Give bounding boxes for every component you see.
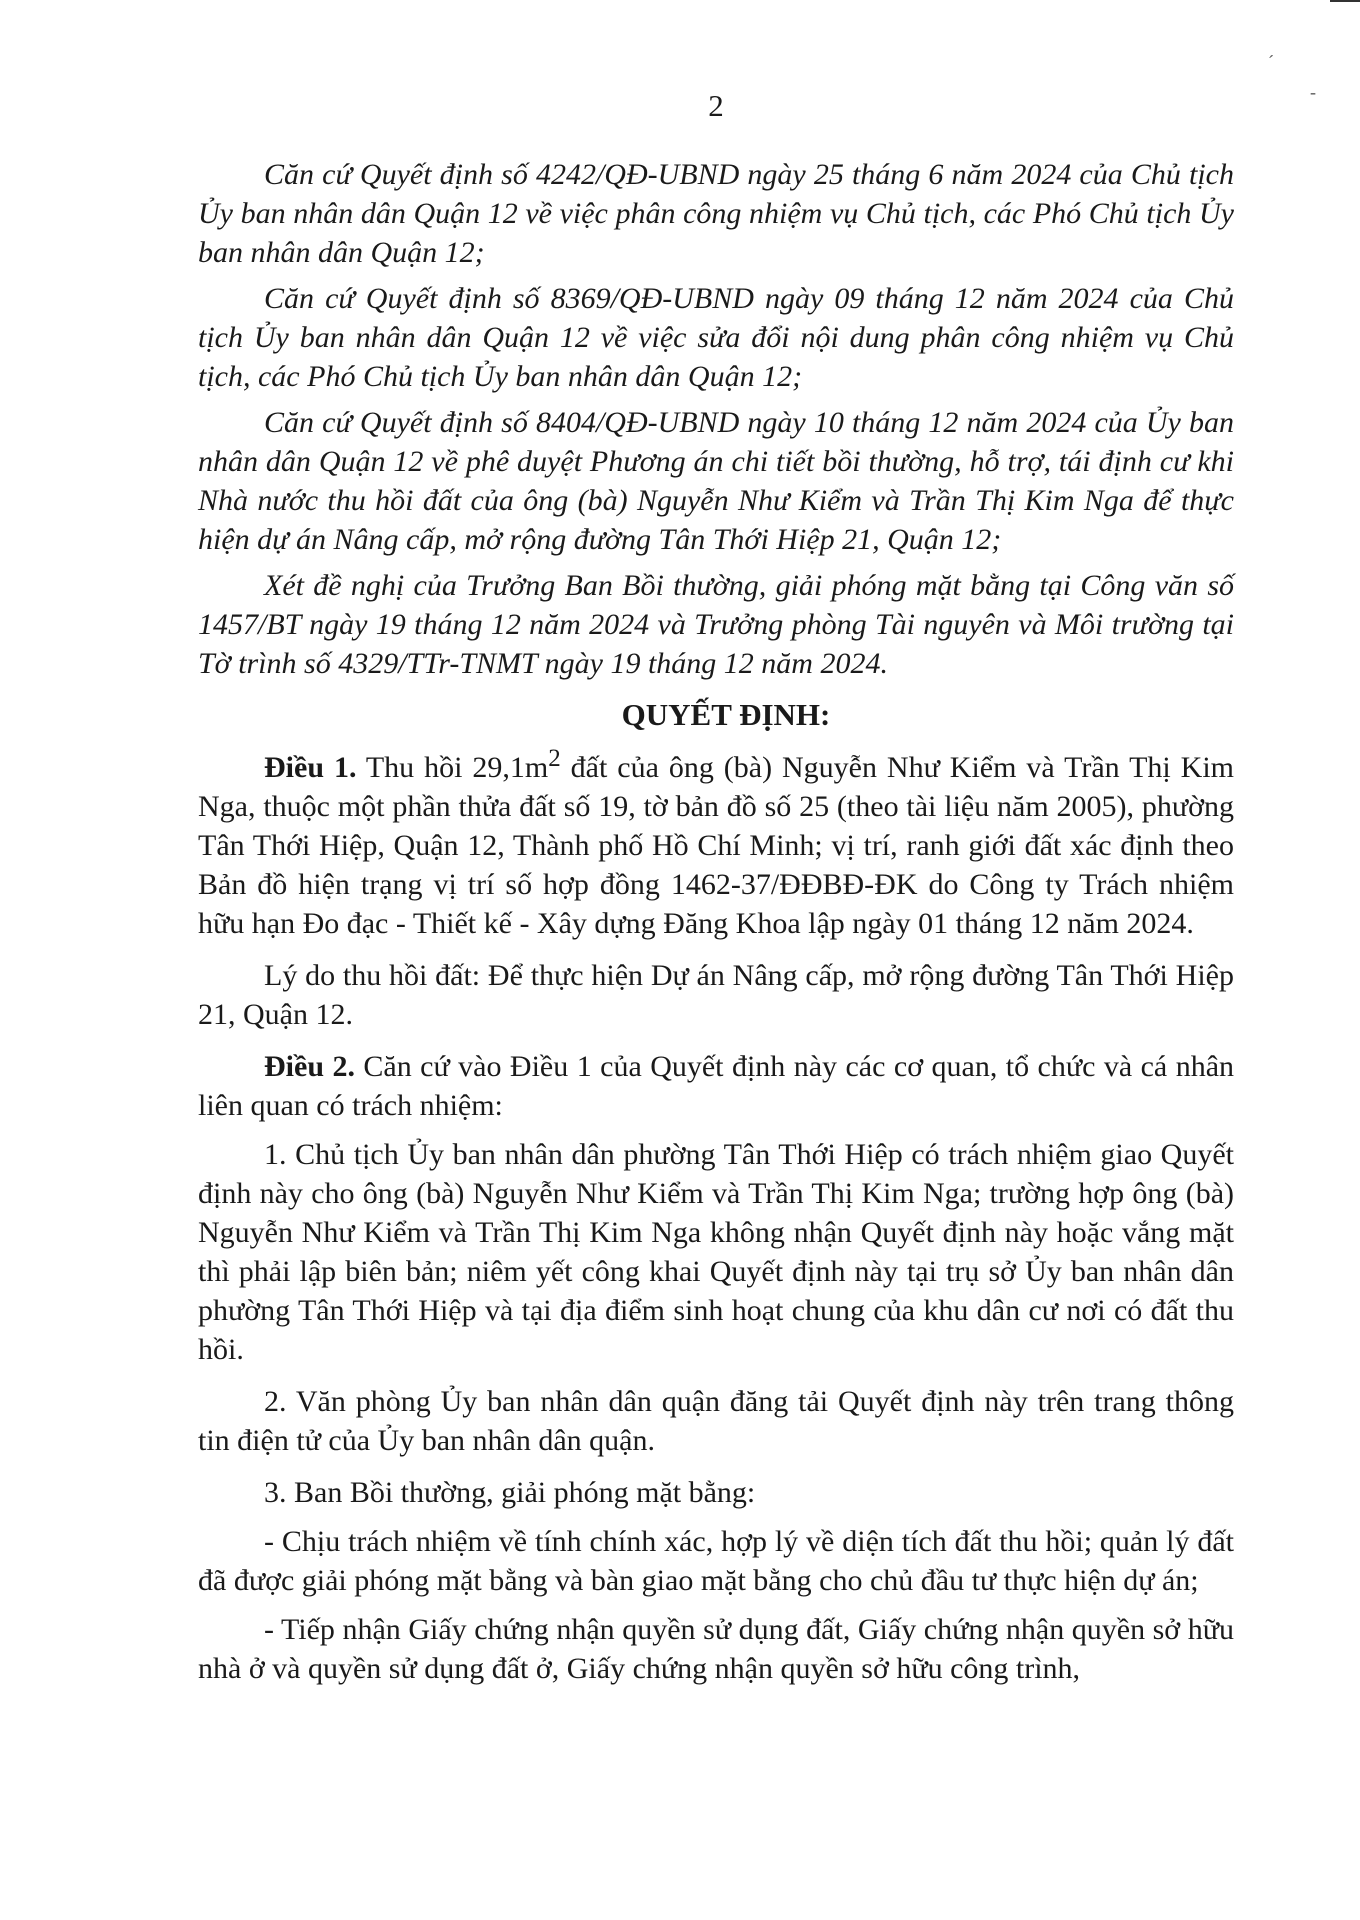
area-unit-superscript: 2 bbox=[548, 745, 561, 772]
legal-basis-paragraph: Căn cứ Quyết định số 8369/QĐ-UBND ngày 09 tháng 12 năm 2024 của Chủ tịch Ủy ban nhân dân Quận 12 về việc sửa đổi nội dung phân công nhiệm vụ Chủ tịch, các Phó Chủ tịch Ủy ban nhân dân Quận 12; bbox=[198, 282, 1234, 393]
article-1-text-b: đất của ông (bà) Nguyễn Như Kiểm và Trần Thị Kim Nga, thuộc một phần thửa đất số 19, tờ bản đồ số 25 (theo tài liệu năm 2005), phường Tân Thới Hiệp, Quận 12, Thành phố Hồ Chí Minh; vị trí, ranh giới đất xác định theo Bản đồ hiện trạng vị trí số hợp đồng 1462-37/ĐĐBĐ-ĐK do Công ty Trách nhiệm hữu hạn Đo đạc - Thiết kế - Xây dựng Đăng Khoa lập ngày 01 tháng 12 năm 2024. bbox=[198, 751, 1235, 940]
legal-basis-paragraph: Căn cứ Quyết định số 8404/QĐ-UBND ngày 10 tháng 12 năm 2024 của Ủy ban nhân dân Quận 12 về phê duyệt Phương án chi tiết bồi thường, hỗ trợ, tái định cư khi Nhà nước thu hồi đất của ông (bà) Nguyễn Như Kiểm và Trần Thị Kim Nga để thực hiện dự án Nâng cấp, mở rộng đường Tân Thới Hiệp 21, Quận 12; bbox=[198, 406, 1234, 556]
article-2-paragraph bbox=[198, 1047, 1234, 1125]
decision-heading: QUYẾT ĐỊNH: bbox=[621, 697, 831, 732]
document-body bbox=[198, 155, 1234, 1701]
article-1-reason: Lý do thu hồi đất: Để thực hiện Dự án Nâng cấp, mở rộng đường Tân Thới Hiệp 21, Quận 12. bbox=[198, 959, 1234, 1031]
article-2-item: - Tiếp nhận Giấy chứng nhận quyền sử dụng đất, Giấy chứng nhận quyền sở hữu nhà ở và quyền sử dụng đất ở, Giấy chứng nhận quyền sở hữu công trình, bbox=[198, 1613, 1234, 1685]
article-2-item: 2. Văn phòng Ủy ban nhân dân quận đăng tải Quyết định này trên trang thông tin điện tử của Ủy ban nhân dân quận. bbox=[198, 1385, 1234, 1457]
scan-speck: - bbox=[1310, 82, 1316, 102]
article-2-item: 3. Ban Bồi thường, giải phóng mặt bằng: bbox=[264, 1476, 756, 1509]
scan-edge-line bbox=[1330, 0, 1360, 2]
article-1-text-a: Thu hồi 29,1m bbox=[356, 751, 549, 784]
article-2-item: 1. Chủ tịch Ủy ban nhân dân phường Tân Thới Hiệp có trách nhiệm giao Quyết định này cho ông (bà) Nguyễn Như Kiểm và Trần Thị Kim Nga; trường hợp ông (bà) Nguyễn Như Kiểm và Trần Thị Kim Nga không nhận Quyết định này hoặc vắng mặt thì phải lập biên bản; niêm yết công khai Quyết định này tại trụ sở Ủy ban nhân dân phường Tân Thới Hiệp và tại địa điểm sinh hoạt chung của khu dân cư nơi có đất thu hồi. bbox=[198, 1138, 1234, 1366]
scan-speck: ˊ bbox=[1268, 52, 1274, 72]
article-2-intro: Căn cứ vào Điều 1 của Quyết định này các cơ quan, tổ chức và cá nhân liên quan có trách nhiệm: bbox=[198, 1050, 1235, 1122]
article-1-paragraph bbox=[198, 739, 1234, 943]
legal-basis-paragraph: Căn cứ Quyết định số 4242/QĐ-UBND ngày 25 tháng 6 năm 2024 của Chủ tịch Ủy ban nhân dân Quận 12 về việc phân công nhiệm vụ Chủ tịch, các Phó Chủ tịch Ủy ban nhân dân Quận 12; bbox=[198, 158, 1234, 269]
article-1-label: Điều 1. bbox=[264, 751, 357, 784]
article-2-item: - Chịu trách nhiệm về tính chính xác, hợp lý về diện tích đất thu hồi; quản lý đất đã được giải phóng mặt bằng và bàn giao mặt bằng cho chủ đầu tư thực hiện dự án; bbox=[198, 1525, 1234, 1597]
proposal-paragraph: Xét đề nghị của Trưởng Ban Bồi thường, giải phóng mặt bằng tại Công văn số 1457/BT ngày 19 tháng 12 năm 2024 và Trưởng phòng Tài nguyên và Môi trường tại Tờ trình số 4329/TTr-TNMT ngày 19 tháng 12 năm 2024. bbox=[198, 569, 1234, 680]
page-number: 2 bbox=[708, 88, 724, 123]
article-2-label: Điều 2. bbox=[264, 1050, 355, 1083]
